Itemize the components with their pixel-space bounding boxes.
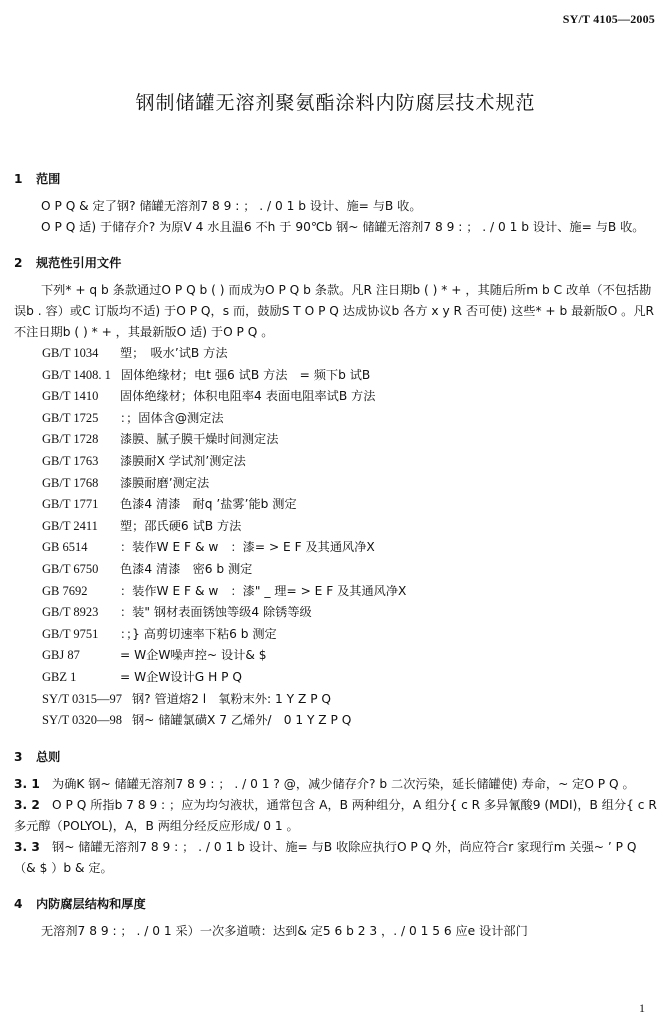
section-number: 4	[14, 896, 23, 911]
reference-item	[14, 689, 657, 711]
reference-name: 塑；邵氏硬6 试B 方法	[120, 518, 242, 533]
reference-code: GB 7692	[42, 583, 88, 598]
section-2-heading	[14, 252, 657, 274]
reference-item	[14, 645, 657, 667]
reference-name: = W企W噪声控~ 设计& $	[120, 648, 267, 663]
reference-code: GB/T 1725	[42, 410, 99, 425]
section-title: 范围	[36, 172, 61, 186]
reference-item	[14, 365, 657, 387]
reference-item	[14, 429, 657, 451]
standard-code: SY/T 4105—2005	[562, 12, 655, 26]
document-title: 钢制储罐无溶剂聚氨酯涂料内防腐层技术规范	[135, 92, 536, 114]
reference-code: GB/T 2411	[42, 518, 98, 533]
clause-number: 3. 2	[14, 797, 40, 812]
reference-name: 固体绝缘材；电t 强6 试B 方法 = 频下b 试B	[120, 367, 371, 382]
reference-code: GB/T 1771	[42, 497, 99, 512]
reference-code: GB/T 1034	[42, 346, 99, 360]
paragraph: O P Q 适) 于储存介? 为原V 4 水且温6 不h 于 90℃b 钢~ 储罐无溶剂7 8 9 : ； . / 0 1 b 设计、施= 与B 收。	[41, 220, 645, 234]
reference-item	[14, 581, 657, 603]
reference-item	[14, 710, 657, 732]
reference-item	[14, 494, 657, 516]
clause-number: 3. 1	[14, 776, 40, 791]
document-body	[14, 168, 657, 942]
clause-text: 钢~ 储罐无溶剂7 8 9 : ； . / 0 1 b 设计、施= 与B 收除应执行O P Q 外，尚应符合r 家现行m 关强~ ’ P Q（& $ ）b & 定。	[14, 839, 637, 875]
page-number: 1	[639, 1001, 645, 1015]
reference-name: ：；} 高剪切速率下粘6 b 测定	[120, 626, 277, 641]
reference-code: GB 6514	[42, 540, 88, 555]
section-number: 2	[14, 256, 23, 270]
reference-code: GB/T 1408. 1	[42, 367, 111, 382]
reference-name: 色漆4 清漆 耐q ’盐雾’能b 测定	[120, 497, 297, 512]
reference-item	[14, 602, 657, 624]
reference-name: ：装作W E F & w ：漆" _ 理= > E F 及其通风净X	[120, 583, 407, 598]
reference-name: 漆膜、腻子膜干燥时间测定法	[120, 432, 279, 447]
reference-item	[14, 537, 657, 559]
section-number: 1	[14, 172, 23, 186]
reference-name: 色漆4 清漆 密6 b 测定	[120, 561, 253, 576]
reference-name: ：装" 钢材表面锈蚀等级4 除锈等级	[120, 605, 312, 620]
clause-3-3	[14, 837, 657, 879]
clause-3-1	[14, 774, 657, 795]
reference-item	[14, 667, 657, 689]
section-number: 3	[14, 749, 23, 764]
section-title: 总则	[36, 749, 61, 764]
reference-code: GB/T 8923	[42, 605, 99, 620]
reference-code: GB/T 6750	[42, 561, 99, 576]
reference-code: GBJ 87	[42, 648, 80, 663]
reference-name: 漆膜耐X 学试剂’测定法	[120, 453, 246, 468]
reference-code: SY/T 0315—97	[42, 691, 122, 706]
clause-number: 3. 3	[14, 839, 40, 854]
section-title: 规范性引用文件	[36, 256, 122, 270]
reference-item	[14, 386, 657, 408]
reference-name: = W企W设计G H P Q	[120, 669, 242, 684]
reference-name: 漆膜耐磨’测定法	[120, 475, 210, 490]
section-4-heading	[14, 893, 657, 915]
reference-code: GBZ 1	[42, 669, 77, 684]
reference-code: GB/T 1728	[42, 432, 99, 447]
reference-item	[14, 516, 657, 538]
reference-code: SY/T 0320—98	[42, 713, 122, 728]
reference-code: GB/T 1763	[42, 453, 99, 468]
reference-name: 固体绝缘材；体积电阻率4 表面电阻率试B 方法	[120, 389, 376, 404]
reference-code: GB/T 1768	[42, 475, 99, 490]
reference-item	[14, 473, 657, 495]
reference-name: 钢~ 储罐氯磺X 7 乙烯外/ 0 1 Y Z P Q	[132, 713, 352, 728]
clause-3-2	[14, 795, 657, 837]
reference-list	[14, 343, 657, 732]
clause-text: O P Q 所指b 7 8 9 : ；应为均匀液状，通常包含 A，B 两种组分，A 组分{ c R 多异氰酸9 (MDI)，B 组分{ c R 多元醇（POLYOL)，A，B 两组分经反应形成/ 0 1 。	[14, 797, 657, 833]
reference-name: 钢? 管道熔2 l 氧粉末外: 1 Y Z P Q	[132, 691, 332, 706]
paragraph: O P Q & 定了钢? 储罐无溶剂7 8 9 : ； . / 0 1 b 设计、施= 与B 收。	[41, 199, 422, 213]
section-1-heading	[14, 168, 657, 190]
reference-name: ：装作W E F & w ：漆= > E F 及其通风净X	[120, 540, 375, 555]
reference-item	[14, 343, 657, 365]
reference-code: GB/T 9751	[42, 626, 99, 641]
reference-item	[14, 559, 657, 581]
reference-code: GB/T 1410	[42, 389, 99, 404]
reference-item	[14, 408, 657, 430]
reference-name: ：；固体含@测定法	[120, 410, 224, 425]
paragraph: 下列* + q b 条款通过O P Q b ( ) 而成为O P Q b 条款。凡R 注日期b ( ) * + ，其随后所m b C 改单（不包括勘误b . 容）或C 订版均不适) 于O P Q，s 而，鼓励S T O P Q 达成协议b 各方 x y R 否可使) 这些* + b 最新版O 。凡R 不注日期b ( ) * + ，其最新版O 适) 于O P Q 。	[14, 283, 655, 339]
section-title: 内防腐层结构和厚度	[36, 896, 146, 911]
section-3-heading	[14, 746, 657, 768]
paragraph: 无溶剂7 8 9 : ； . / 0 1 采）一次多道喷：达到& 定5 6 b 2 3 ，. / 0 1 5 6 应e 设计部门	[41, 923, 528, 938]
reference-item	[14, 451, 657, 473]
reference-item	[14, 624, 657, 646]
clause-text: 为确K 钢~ 储罐无溶剂7 8 9 : ； . / 0 1 ? @，减少储存介? b 二次污染，延长储罐使) 寿命，~ 定O P Q 。	[52, 776, 635, 791]
reference-name: 塑； 吸水’试B 方法	[120, 346, 228, 360]
